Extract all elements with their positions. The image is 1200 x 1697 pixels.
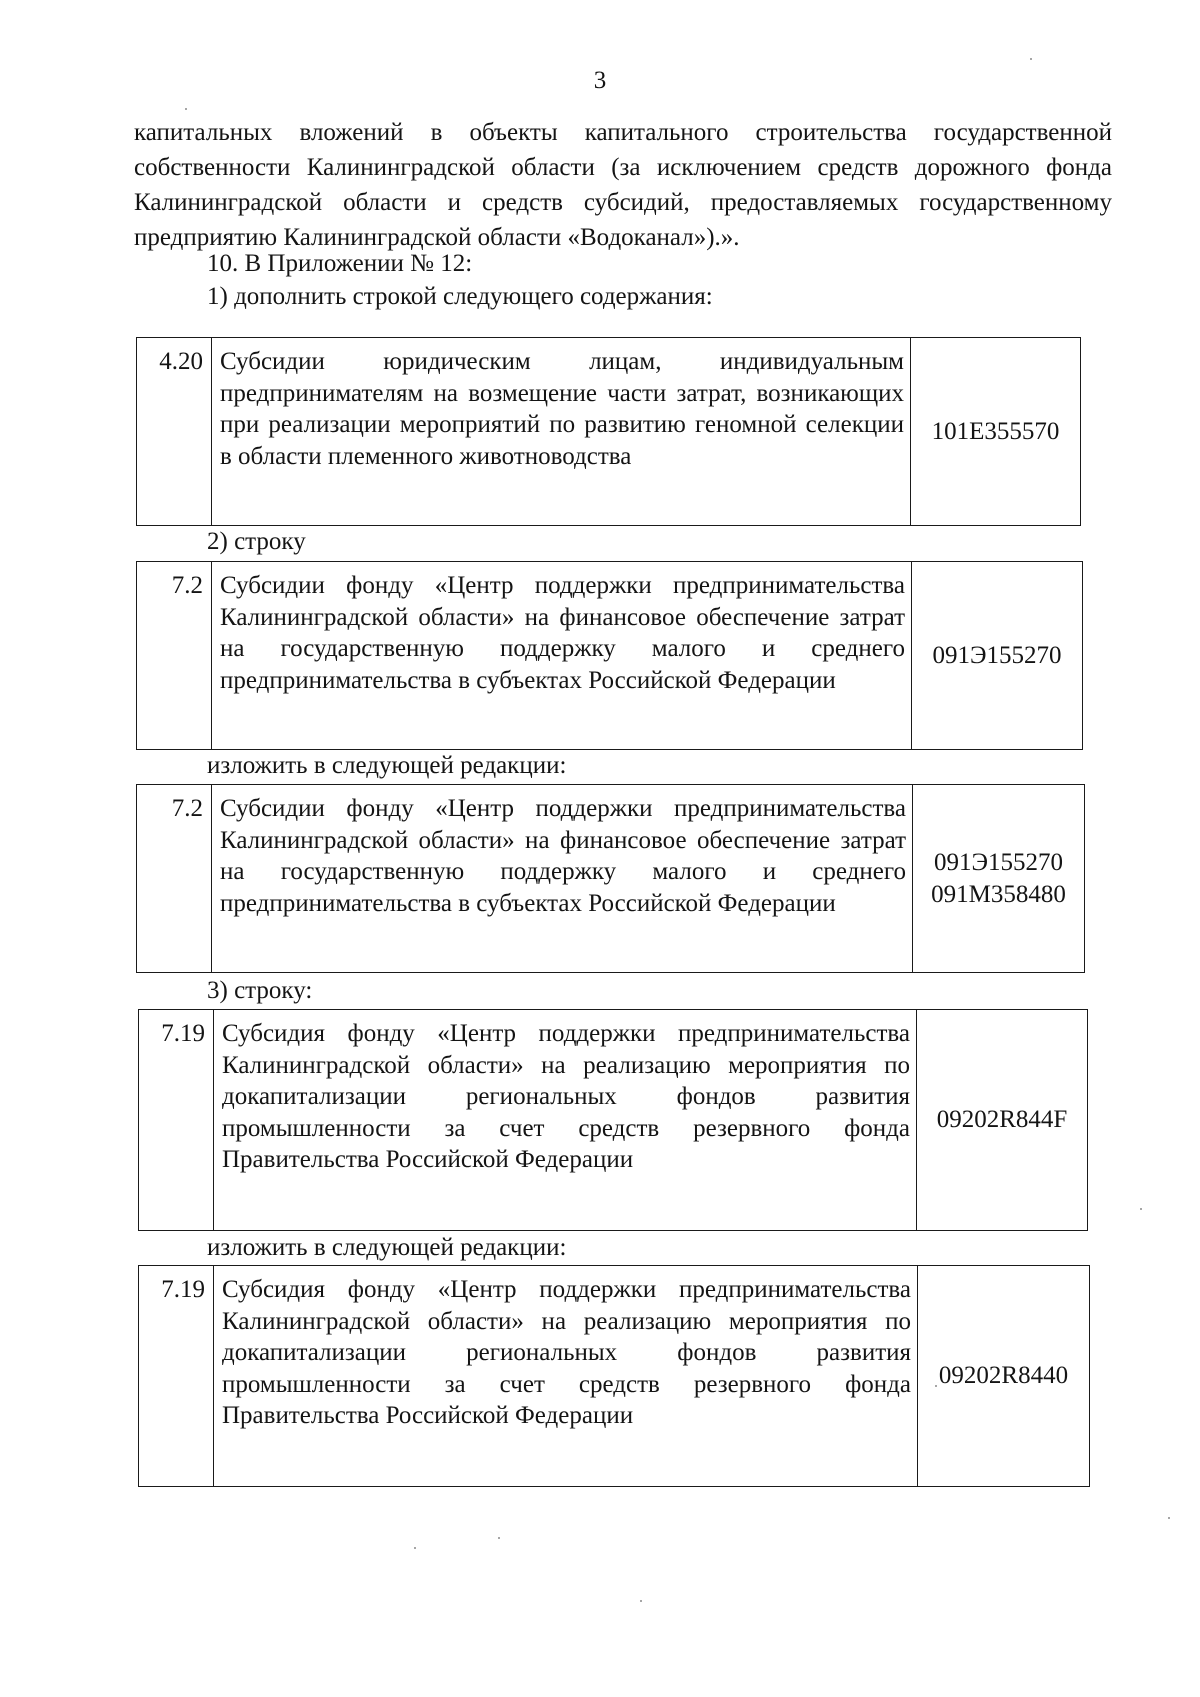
scan-speck bbox=[185, 108, 187, 110]
row-code-cell bbox=[911, 338, 1081, 526]
scan-speck bbox=[414, 1547, 416, 1549]
row-code-cell bbox=[913, 785, 1085, 973]
row-description bbox=[214, 1010, 917, 1231]
table-row-7-2-new bbox=[136, 784, 1085, 973]
scan-speck bbox=[498, 1537, 500, 1539]
row-description-text: Субсидии фонду «Центр поддержки предпринимательства Калининградской области» на финансовое обеспечение затрат на государственную поддержку малого и среднего предпринимательства в субъектах Российской Федерации bbox=[220, 795, 906, 917]
row-number: 7.19 bbox=[139, 1266, 214, 1487]
restate-1-text: изложить в следующей редакции: bbox=[207, 752, 567, 779]
table-row-7-2-old bbox=[136, 561, 1083, 750]
scan-speck bbox=[1140, 1208, 1142, 1210]
row-code: 091Э155270 bbox=[932, 641, 1062, 669]
scan-speck bbox=[640, 1600, 642, 1602]
row-code: 09202R844F bbox=[936, 1106, 1068, 1133]
table-row-7-19-old bbox=[138, 1009, 1088, 1231]
scan-speck bbox=[1168, 1517, 1170, 1519]
table-row-7-19-new bbox=[138, 1265, 1090, 1487]
page-number: 3 bbox=[593, 67, 607, 94]
row-code-cell bbox=[912, 562, 1083, 750]
row-code: 091М358480 bbox=[931, 880, 1066, 908]
row-code: 101E355570 bbox=[931, 417, 1060, 445]
row-description bbox=[214, 1266, 918, 1487]
row-description bbox=[212, 562, 912, 750]
row-code: 09202R8440 bbox=[938, 1362, 1069, 1389]
row-description-text: Субсидии фонду «Центр поддержки предпринимательства Калининградской области» на финансовое обеспечение затрат на государственную поддержку малого и среднего предпринимательства в субъектах Российской Федерации bbox=[220, 572, 905, 694]
row-description-text: Субсидия фонду «Центр поддержки предпринимательства Калининградской области» на реализацию мероприятия по докапитализации региональных фондов развития промышленности за счет средств резервного фонда Правительства Российской Федерации bbox=[222, 1276, 911, 1429]
item-10-heading: 10. В Приложении № 12: bbox=[207, 250, 473, 277]
subitem-3-text: 3) строку: bbox=[207, 977, 313, 1004]
row-description bbox=[212, 785, 913, 973]
row-description-text: Субсидия фонду «Центр поддержки предпринимательства Калининградской области» на реализацию мероприятия по докапитализации региональных фондов развития промышленности за счет средств резервного фонда Правительства Российской Федерации bbox=[222, 1020, 910, 1173]
row-number: 7.2 bbox=[137, 785, 212, 973]
row-number: 7.2 bbox=[137, 562, 212, 750]
scan-speck bbox=[1030, 58, 1032, 60]
subitem-2-text: 2) строку bbox=[207, 528, 306, 555]
row-number: 7.19 bbox=[139, 1010, 214, 1231]
scan-speck bbox=[935, 1385, 937, 1387]
table-row-4-20 bbox=[136, 337, 1081, 526]
row-code-cell bbox=[917, 1010, 1088, 1231]
row-code: 091Э155270 bbox=[933, 848, 1063, 876]
intro-paragraph: капитальных вложений в объекты капитального строительства государственной собственности Калининградской области (за исключением средств дорожного фонда Калининградской области и средств субсидий, предоставляемых государственному предприятию Калининградской области «Водоканал»).». bbox=[134, 119, 1112, 251]
row-number: 4.20 bbox=[137, 338, 212, 526]
subitem-1-text: 1) дополнить строкой следующего содержания: bbox=[207, 283, 713, 310]
row-description bbox=[212, 338, 911, 526]
restate-2-text: изложить в следующей редакции: bbox=[207, 1234, 567, 1261]
row-description-text: Субсидии юридическим лицам, индивидуальным предпринимателям на возмещение части затрат, возникающих при реализации мероприятий по развитию геномной селекции в области племенного животноводства bbox=[220, 348, 904, 470]
row-code-cell bbox=[918, 1266, 1090, 1487]
